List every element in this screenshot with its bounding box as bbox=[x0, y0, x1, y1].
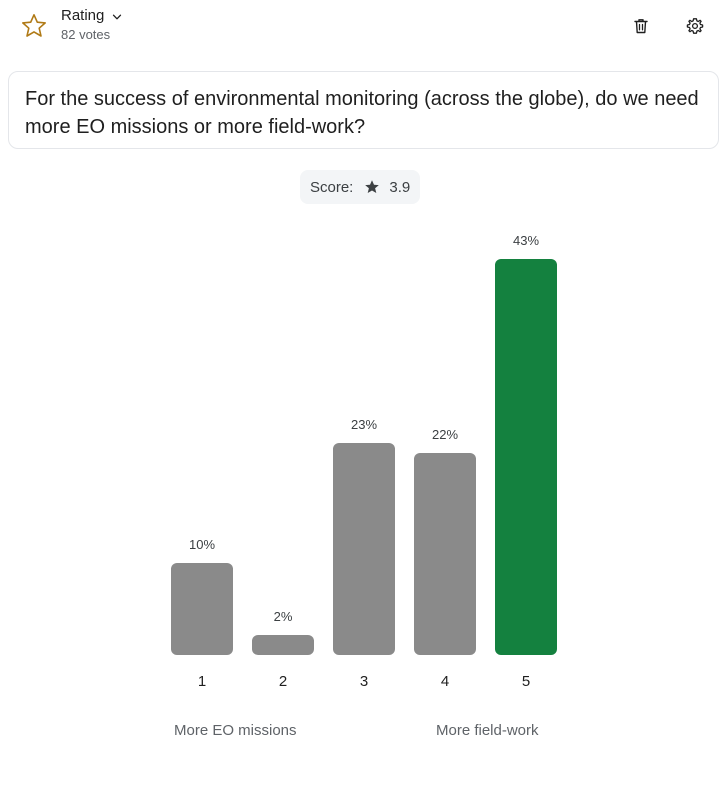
bar-value-label: 43% bbox=[512, 233, 540, 249]
bar-5 bbox=[495, 259, 557, 655]
delete-button[interactable] bbox=[629, 14, 653, 38]
settings-button[interactable] bbox=[683, 14, 707, 38]
score-label: Score: bbox=[310, 178, 354, 196]
scale-high-label: More field-work bbox=[436, 722, 539, 739]
star-outline-icon bbox=[20, 12, 48, 40]
bar-4 bbox=[414, 453, 476, 655]
gear-icon bbox=[686, 17, 704, 35]
category-label: 5 bbox=[521, 673, 531, 690]
bar-value-label: 22% bbox=[431, 426, 459, 442]
bar-value-label: 10% bbox=[188, 537, 216, 552]
category-label: 4 bbox=[440, 673, 450, 690]
poll-header bbox=[0, 0, 728, 58]
score-badge bbox=[300, 170, 420, 204]
question-type-label: Rating bbox=[61, 7, 105, 24]
bar-3 bbox=[333, 443, 395, 655]
category-label: 1 bbox=[197, 673, 207, 690]
trash-icon bbox=[632, 17, 650, 35]
bar-value-label: 23% bbox=[350, 417, 378, 433]
bar-2 bbox=[252, 635, 314, 655]
star-filled-icon bbox=[364, 179, 380, 195]
chevron-down-icon bbox=[111, 11, 123, 23]
bar-value-label: 2% bbox=[273, 609, 293, 624]
category-label: 3 bbox=[359, 673, 369, 690]
bar-1 bbox=[171, 563, 233, 655]
scale-low-label: More EO missions bbox=[174, 722, 297, 739]
question-type-dropdown[interactable] bbox=[61, 7, 123, 25]
category-label: 2 bbox=[278, 673, 288, 690]
vote-count: 82 votes bbox=[61, 27, 111, 42]
question-text: For the success of environmental monitoring (across the globe), do we need more EO missions or more field-work? bbox=[8, 71, 719, 149]
score-value: 3.9 bbox=[389, 178, 411, 196]
